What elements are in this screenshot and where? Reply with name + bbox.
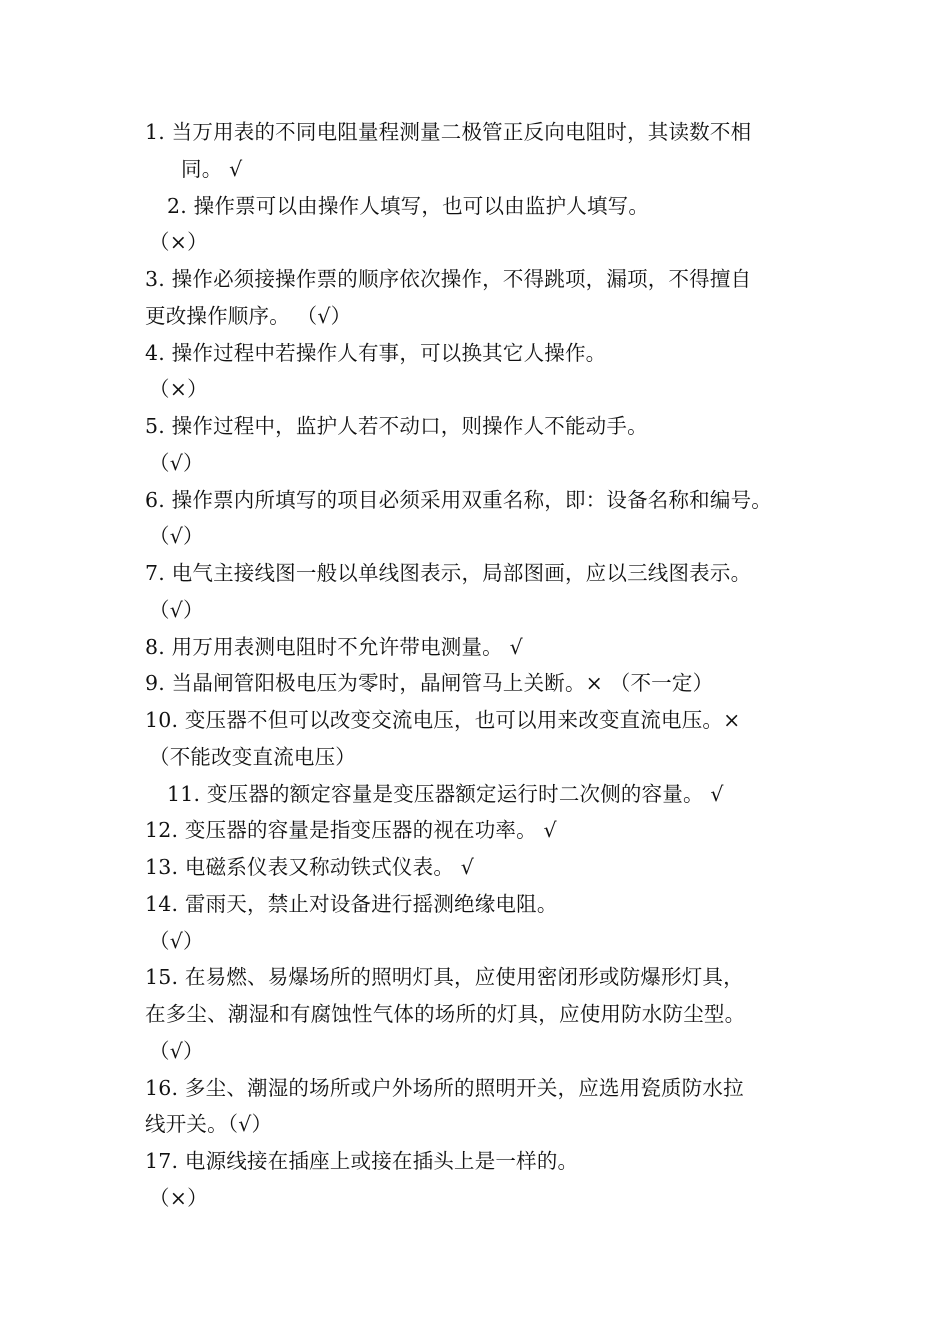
item-7-answer: （√） [149,597,204,622]
question-list [145,114,825,1217]
item-16-line-2: 线开关。（√） [145,1112,273,1137]
item-4-line-1: 4. 操作过程中若操作人有事，可以换其它人操作。 [145,340,607,365]
item-17-answer: （×） [149,1185,208,1210]
item-12-line-1: 12. 变压器的容量是指变压器的视在功率。 √ [145,818,557,843]
item-9-line-1: 9. 当晶闸管阳极电压为零时，晶闸管马上关断。× （不一定） [145,671,714,696]
item-5-answer: （√） [149,450,204,475]
item-1-line-2: 同。 √ [181,156,243,181]
item-4-answer: （×） [149,377,208,402]
item-2-line-1: 2. 操作票可以由操作人填写，也可以由监护人填写。 [167,193,650,218]
item-15-line-1: 15. 在易燃、易爆场所的照明灯具，应使用密闭形或防爆形灯具， [145,965,744,990]
item-8-line-1: 8. 用万用表测电阻时不允许带电测量。 √ [145,634,523,659]
item-7-line-1: 7. 电气主接线图一般以单线图表示，局部图画，应以三线图表示。 [145,561,752,585]
item-2-answer: （×） [149,230,208,255]
item-10-line-1: 10. 变压器不但可以改变交流电压，也可以用来改变直流电压。× [145,708,741,732]
item-6-answer: （√） [149,524,204,549]
item-14-line-1: 14. 雷雨天，禁止对设备进行摇测绝缘电阻。 [145,891,558,916]
item-11-line-1: 11. 变压器的额定容量是变压器额定运行时二次侧的容量。 √ [167,781,724,806]
item-17-line-1: 17. 电源线接在插座上或接在插头上是一样的。 [145,1149,579,1173]
item-15-answer: （√） [149,1038,204,1063]
item-1-line-1: 1. 当万用表的不同电阻量程测量二极管正反向电阻时，其读数不相 [145,120,752,144]
item-16-line-1: 16. 多尘、潮湿的场所或户外场所的照明开关，应选用瓷质防水拉 [145,1075,744,1100]
item-6-line-1: 6. 操作票内所填写的项目必须采用双重名称，即：设备名称和编号。 [145,487,772,512]
item-10-answer: （不能改变直流电压） [149,744,356,769]
item-15-line-2: 在多尘、潮湿和有腐蚀性气体的场所的灯具，应使用防水防尘型。 [145,1002,746,1026]
item-3-line-1: 3. 操作必须接操作票的顺序依次操作，不得跳项，漏项，不得擅自 [145,267,752,291]
item-3-line-2: 更改操作顺序。 （√） [145,303,352,328]
item-5-line-1: 5. 操作过程中，监护人若不动口，则操作人不能动手。 [145,414,648,438]
item-13-line-1: 13. 电磁系仪表又称动铁式仪表。 √ [145,855,474,879]
item-14-answer: （√） [149,928,204,953]
